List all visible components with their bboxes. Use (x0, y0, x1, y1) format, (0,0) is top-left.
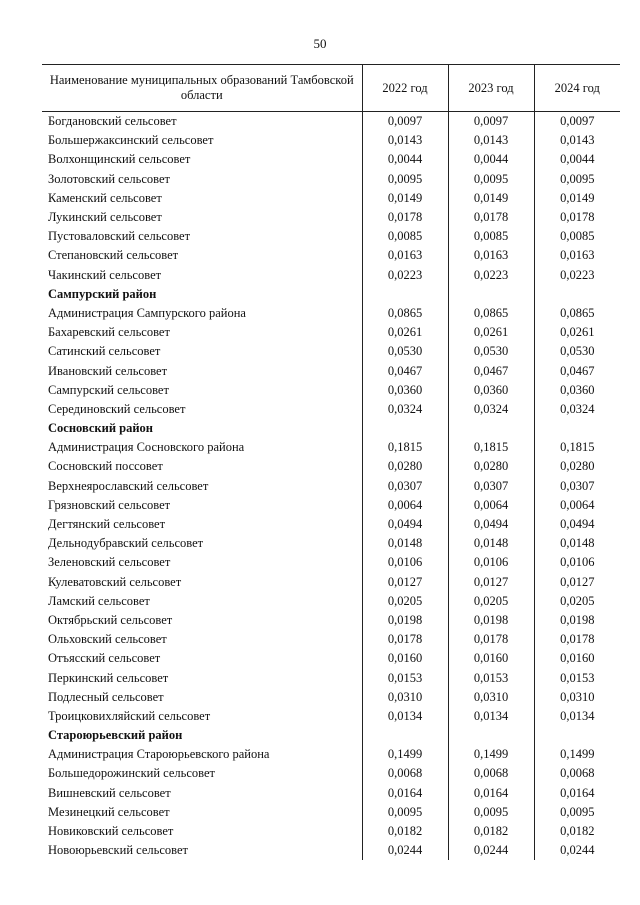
value-2022: 0,0244 (362, 841, 448, 860)
municipality-name: Отъясский сельсовет (48, 651, 161, 666)
value-2022: 0,0324 (362, 400, 448, 419)
municipality-name: Бахаревский сельсовет (48, 325, 170, 340)
value-2022: 0,0164 (362, 784, 448, 803)
municipality-name: Мезинецкий сельсовет (48, 804, 170, 819)
value-2022: 0,0095 (362, 803, 448, 822)
header-row (42, 65, 620, 112)
value-2023: 0,0148 (448, 534, 534, 553)
municipality-name: Зеленовский сельсовет (48, 555, 171, 570)
municipality-name: Ивановский сельсовет (48, 363, 168, 378)
value-2024: 0,0127 (534, 573, 620, 592)
value-2024: 0,0068 (534, 764, 620, 783)
table-row (42, 611, 620, 630)
value-2024 (534, 285, 620, 304)
table-row (42, 381, 620, 400)
table-row (42, 438, 620, 457)
municipality-name: Ламский сельсовет (48, 593, 150, 608)
value-2023: 0,1499 (448, 745, 534, 764)
value-2023: 0,0865 (448, 304, 534, 323)
table-row (42, 400, 620, 419)
table-row (42, 477, 620, 496)
value-2022: 0,0178 (362, 208, 448, 227)
municipality-name: Троицковихляйский сельсовет (48, 708, 211, 723)
municipality-name: Администрация Сампурского района (48, 305, 246, 320)
value-2024: 0,0097 (534, 112, 620, 132)
value-2024: 0,0360 (534, 381, 620, 400)
value-2023 (448, 419, 534, 438)
value-2023: 0,0310 (448, 688, 534, 707)
table-row (42, 592, 620, 611)
value-2022: 0,0865 (362, 304, 448, 323)
value-2023: 0,0261 (448, 323, 534, 342)
value-2024: 0,0153 (534, 668, 620, 687)
municipality-name: Большержаксинский сельсовет (48, 133, 214, 148)
value-2024: 0,0085 (534, 227, 620, 246)
value-2024: 0,0148 (534, 534, 620, 553)
value-2022: 0,0280 (362, 457, 448, 476)
table-row (42, 707, 620, 726)
value-2022 (362, 726, 448, 745)
value-2024 (534, 726, 620, 745)
value-2024: 0,0149 (534, 189, 620, 208)
value-2023: 0,0178 (448, 630, 534, 649)
table-row (42, 112, 620, 132)
table-row (42, 534, 620, 553)
table-row (42, 323, 620, 342)
value-2023: 0,0205 (448, 592, 534, 611)
table-row (42, 361, 620, 380)
district-row (42, 726, 620, 745)
value-2022: 0,0044 (362, 150, 448, 169)
value-2022: 0,0198 (362, 611, 448, 630)
value-2023 (448, 726, 534, 745)
value-2024: 0,0164 (534, 784, 620, 803)
value-2024: 0,0134 (534, 707, 620, 726)
value-2022: 0,0127 (362, 573, 448, 592)
municipality-name: Чакинский сельсовет (48, 267, 162, 282)
table-row (42, 208, 620, 227)
value-2023: 0,0097 (448, 112, 534, 132)
value-2023: 0,0223 (448, 266, 534, 285)
value-2024: 0,1815 (534, 438, 620, 457)
table-row (42, 304, 620, 323)
district-name: Сампурский район (48, 286, 157, 301)
table-row (42, 764, 620, 783)
header-2024: 2024 год (534, 65, 620, 112)
municipality-name: Кулеватовский сельсовет (48, 574, 182, 589)
value-2023: 0,0182 (448, 822, 534, 841)
value-2022: 0,0530 (362, 342, 448, 361)
value-2023 (448, 285, 534, 304)
value-2023: 0,0164 (448, 784, 534, 803)
value-2022: 0,0097 (362, 112, 448, 132)
value-2022: 0,0068 (362, 764, 448, 783)
value-2024: 0,0467 (534, 361, 620, 380)
value-2024: 0,0095 (534, 803, 620, 822)
value-2023: 0,0153 (448, 668, 534, 687)
table-row (42, 246, 620, 265)
value-2024: 0,0044 (534, 150, 620, 169)
value-2022 (362, 285, 448, 304)
value-2022: 0,0149 (362, 189, 448, 208)
municipality-name: Волхонщинский сельсовет (48, 152, 191, 167)
value-2023: 0,0494 (448, 515, 534, 534)
table-row (42, 803, 620, 822)
value-2022: 0,0163 (362, 246, 448, 265)
municipality-name: Дегтянский сельсовет (48, 517, 166, 532)
value-2022: 0,0143 (362, 131, 448, 150)
value-2024: 0,0280 (534, 457, 620, 476)
page-number: 50 (313, 36, 327, 51)
municipality-name: Сампурский сельсовет (48, 382, 169, 397)
table-row (42, 668, 620, 687)
municipality-name: Большедорожинский сельсовет (48, 766, 215, 781)
value-2022: 0,0360 (362, 381, 448, 400)
value-2024: 0,0223 (534, 266, 620, 285)
header-2023: 2023 год (448, 65, 534, 112)
value-2022: 0,0085 (362, 227, 448, 246)
value-2022: 0,0148 (362, 534, 448, 553)
table-header (42, 65, 620, 112)
municipality-name: Подлесный сельсовет (48, 689, 164, 704)
value-2024: 0,0205 (534, 592, 620, 611)
municipality-name: Сатинский сельсовет (48, 344, 161, 359)
value-2023: 0,0198 (448, 611, 534, 630)
table-row (42, 573, 620, 592)
municipality-name: Верхнеярославский сельсовет (48, 478, 209, 493)
value-2022: 0,1815 (362, 438, 448, 457)
district-name: Староюрьевский район (48, 728, 183, 743)
municipality-name: Октябрьский сельсовет (48, 612, 173, 627)
municipality-name: Администрация Сосновского района (48, 440, 245, 455)
value-2022: 0,0095 (362, 170, 448, 189)
value-2023: 0,0149 (448, 189, 534, 208)
value-2022: 0,0205 (362, 592, 448, 611)
value-2024: 0,0106 (534, 553, 620, 572)
value-2024: 0,1499 (534, 745, 620, 764)
value-2023: 0,0178 (448, 208, 534, 227)
municipality-name: Ольховский сельсовет (48, 632, 167, 647)
value-2023: 0,0307 (448, 477, 534, 496)
value-2023: 0,1815 (448, 438, 534, 457)
municipality-name: Пустоваловский сельсовет (48, 229, 191, 244)
municipality-name: Степановский сельсовет (48, 248, 179, 263)
value-2024: 0,0310 (534, 688, 620, 707)
value-2023: 0,0095 (448, 803, 534, 822)
value-2023: 0,0085 (448, 227, 534, 246)
table-row (42, 189, 620, 208)
table-row (42, 515, 620, 534)
value-2022: 0,0106 (362, 553, 448, 572)
municipality-name: Грязновский сельсовет (48, 497, 171, 512)
value-2023: 0,0530 (448, 342, 534, 361)
value-2023: 0,0360 (448, 381, 534, 400)
municipality-name: Администрация Староюрьевского района (48, 747, 270, 762)
value-2022: 0,0064 (362, 496, 448, 515)
table-row (42, 553, 620, 572)
value-2022: 0,0182 (362, 822, 448, 841)
value-2024: 0,0494 (534, 515, 620, 534)
value-2023: 0,0127 (448, 573, 534, 592)
value-2024: 0,0865 (534, 304, 620, 323)
value-2023: 0,0280 (448, 457, 534, 476)
table-row (42, 170, 620, 189)
table-row (42, 822, 620, 841)
value-2023: 0,0467 (448, 361, 534, 380)
table-row (42, 841, 620, 860)
value-2023: 0,0163 (448, 246, 534, 265)
municipality-name: Дельнодубравский сельсовет (48, 536, 204, 551)
value-2024: 0,0198 (534, 611, 620, 630)
value-2022: 0,0307 (362, 477, 448, 496)
value-2024: 0,0182 (534, 822, 620, 841)
municipality-name: Богдановский сельсовет (48, 114, 177, 129)
table-row (42, 342, 620, 361)
table-row (42, 630, 620, 649)
value-2022 (362, 419, 448, 438)
table-row (42, 649, 620, 668)
value-2024: 0,0178 (534, 208, 620, 227)
value-2024 (534, 419, 620, 438)
value-2023: 0,0044 (448, 150, 534, 169)
municipality-name: Каменский сельсовет (48, 190, 162, 205)
value-2024: 0,0244 (534, 841, 620, 860)
value-2024: 0,0163 (534, 246, 620, 265)
value-2023: 0,0324 (448, 400, 534, 419)
municipality-name: Лукинский сельсовет (48, 210, 162, 225)
value-2022: 0,0178 (362, 630, 448, 649)
municipality-name: Сосновский поссовет (48, 459, 163, 474)
value-2022: 0,0310 (362, 688, 448, 707)
value-2022: 0,1499 (362, 745, 448, 764)
header-2022: 2022 год (362, 65, 448, 112)
value-2022: 0,0494 (362, 515, 448, 534)
municipality-name: Новоюрьевский сельсовет (48, 843, 188, 858)
value-2023: 0,0106 (448, 553, 534, 572)
municipality-name: Новиковский сельсовет (48, 824, 174, 839)
value-2022: 0,0467 (362, 361, 448, 380)
value-2024: 0,0178 (534, 630, 620, 649)
value-2023: 0,0143 (448, 131, 534, 150)
district-name: Сосновский район (48, 421, 154, 436)
value-2023: 0,0160 (448, 649, 534, 668)
value-2023: 0,0068 (448, 764, 534, 783)
table-row (42, 688, 620, 707)
table-row (42, 150, 620, 169)
value-2023: 0,0134 (448, 707, 534, 726)
header-municipality: Наименование муниципальных образований Тамбовской области (42, 65, 362, 112)
table-row (42, 745, 620, 764)
value-2022: 0,0160 (362, 649, 448, 668)
table-row (42, 227, 620, 246)
value-2022: 0,0261 (362, 323, 448, 342)
value-2022: 0,0134 (362, 707, 448, 726)
table-row (42, 457, 620, 476)
table-row (42, 496, 620, 515)
value-2022: 0,0223 (362, 266, 448, 285)
municipality-name: Серединовский сельсовет (48, 401, 186, 416)
table-row (42, 266, 620, 285)
table-body (42, 112, 620, 861)
table-row (42, 131, 620, 150)
allocation-table (42, 64, 620, 860)
value-2023: 0,0095 (448, 170, 534, 189)
value-2023: 0,0064 (448, 496, 534, 515)
value-2024: 0,0064 (534, 496, 620, 515)
district-row (42, 285, 620, 304)
table-row (42, 784, 620, 803)
district-row (42, 419, 620, 438)
value-2024: 0,0307 (534, 477, 620, 496)
value-2023: 0,0244 (448, 841, 534, 860)
value-2024: 0,0160 (534, 649, 620, 668)
municipality-name: Перкинский сельсовет (48, 670, 169, 685)
municipality-name: Вишневский сельсовет (48, 785, 171, 800)
value-2022: 0,0153 (362, 668, 448, 687)
value-2024: 0,0530 (534, 342, 620, 361)
value-2024: 0,0143 (534, 131, 620, 150)
municipality-name: Золотовский сельсовет (48, 171, 170, 186)
value-2024: 0,0324 (534, 400, 620, 419)
value-2024: 0,0261 (534, 323, 620, 342)
value-2024: 0,0095 (534, 170, 620, 189)
